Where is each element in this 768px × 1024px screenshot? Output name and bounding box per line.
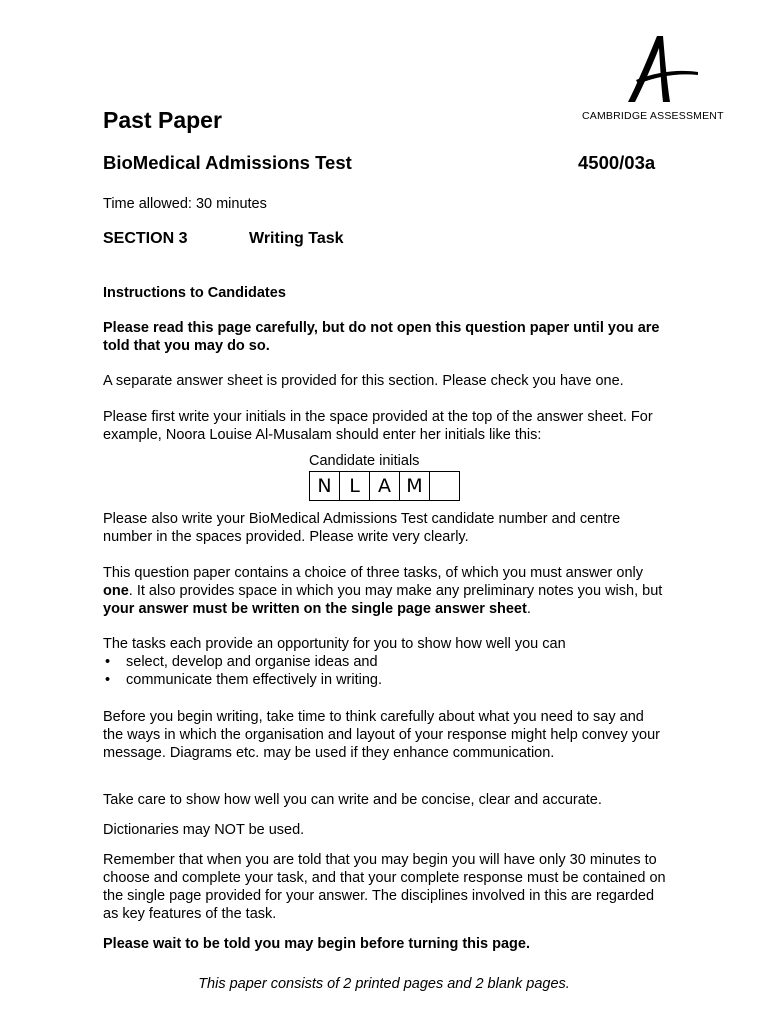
initial-box: N <box>309 471 340 501</box>
choice-text-1: This question paper contains a choice of three tasks, of which you must answer only <box>103 565 644 581</box>
test-name: BioMedical Admissions Test <box>103 152 352 173</box>
candidate-initials-label: Candidate initials <box>309 453 420 469</box>
initial-box: L <box>339 471 370 501</box>
task-choice-instruction <box>103 564 663 618</box>
wait-notice: Please wait to be told you may begin before turning this page. <box>103 936 531 952</box>
section-title: Writing Task <box>249 230 344 247</box>
initial-box: M <box>399 471 430 501</box>
list-item: • select, develop and organise ideas and <box>103 653 663 671</box>
choice-emphasis-answer-sheet: your answer must be written on the single page answer sheet <box>103 601 527 617</box>
cambridge-a-logo-icon <box>622 34 702 106</box>
take-care-paragraph: Take care to show how well you can write and be concise, clear and accurate. <box>103 792 602 808</box>
candidate-initials-boxes <box>309 471 460 501</box>
list-item: • communicate them effectively in writing. <box>103 671 663 689</box>
skills-list <box>103 653 663 689</box>
section-label: SECTION 3 <box>103 230 188 247</box>
choice-emphasis-one: one <box>103 583 129 599</box>
answer-sheet-notice: A separate answer sheet is provided for this section. Please check you have one. <box>103 373 624 389</box>
instructions-heading: Instructions to Candidates <box>103 285 286 301</box>
choice-text-3: . <box>526 601 531 617</box>
cambridge-assessment-logo <box>582 34 742 126</box>
initial-box <box>429 471 460 501</box>
dictionaries-notice: Dictionaries may NOT be used. <box>103 822 305 838</box>
choice-text-2: . It also provides space in which you may make any preliminary notes you wish, but <box>128 583 663 599</box>
time-allowed: Time allowed: 30 minutes <box>103 196 267 212</box>
read-carefully-warning: Please read this page carefully, but do not open this question paper until you are told that you may do so. <box>103 320 660 354</box>
before-writing-paragraph: Before you begin writing, take time to think carefully about what you need to say and the ways in which the organisation and layout of your response might help convey your message. Diagrams etc. may be used if they enhance communication. <box>103 709 660 761</box>
remember-paragraph: Remember that when you are told that you may begin you will have only 30 minutes to choose and complete your task, and that your complete response must be contained on the single page provided for your answer. The disciplines involved in this are regarded as key features of the task. <box>103 852 666 922</box>
initial-box: A <box>369 471 400 501</box>
paper-code: 4500/03a <box>578 152 656 173</box>
page-title: Past Paper <box>103 107 222 133</box>
logo-organisation-name: CAMBRIDGE ASSESSMENT <box>582 110 724 122</box>
page-count-footer: This paper consists of 2 printed pages and 2 blank pages. <box>198 976 570 992</box>
initials-instruction: Please first write your initials in the space provided at the top of the answer sheet. For example, Noora Louise Al-Musalam should enter her initials like this: <box>103 409 653 443</box>
tasks-intro: The tasks each provide an opportunity for you to show how well you can <box>103 636 566 652</box>
candidate-number-instruction: Please also write your BioMedical Admissions Test candidate number and centre number in the spaces provided. Please write very clearly. <box>103 511 621 545</box>
